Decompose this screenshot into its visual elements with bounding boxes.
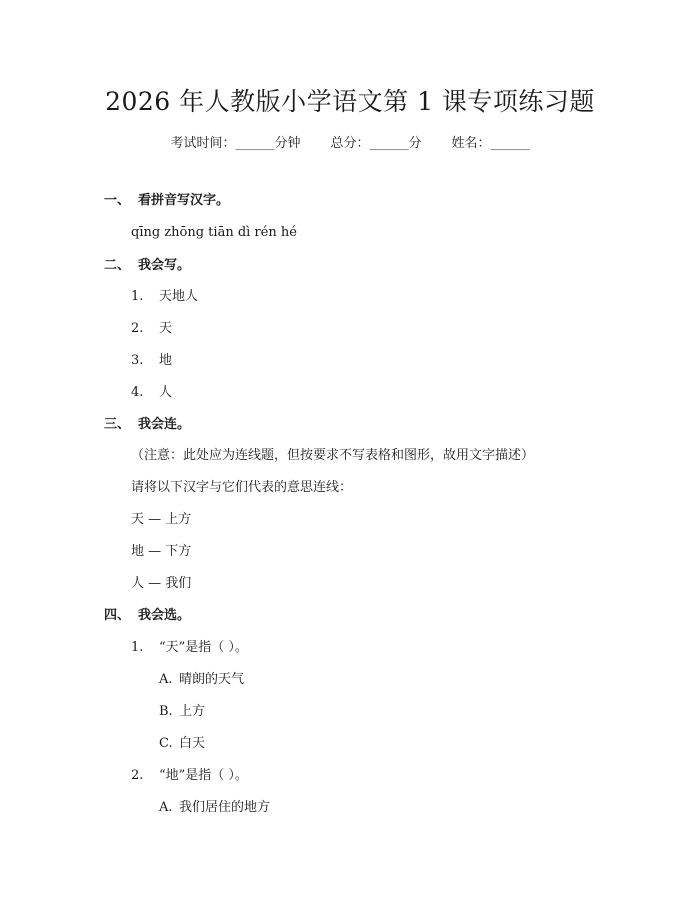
student-name-field: 姓名：______ [451,136,530,151]
option-text: 上方 [179,704,206,719]
answer-option [159,704,205,720]
question-text: “天”是指（ ）。 [159,640,248,655]
page-title: 2026 年人教版小学语文第 1 课专项练习题 [105,87,595,116]
item-text: 地 [159,353,173,368]
item-text: 天地人 [159,289,199,304]
exam-info-line [0,132,700,151]
note-text: （注意：此处应为连线题，但按要求不写表格和图形，故用文字描述） [131,448,535,463]
item-text: 天 [159,321,173,336]
pinyin-line: qīng zhōng tiān dì rén hé [131,225,297,240]
question-number: 2. [131,768,144,783]
section-number: 一、 [104,193,131,208]
question-text: “地”是指（ ）。 [159,768,248,783]
question [131,768,248,784]
option-letter: A. [159,672,173,687]
option-text: 晴朗的天气 [179,672,245,687]
match-pair: 人 — 我们 [131,576,192,591]
answer-option [159,800,270,816]
item-number: 4. [131,385,144,400]
section-number: 二、 [104,258,131,273]
section-heading-1 [104,193,229,209]
exam-time-field: 考试时间：______分钟 [170,136,301,151]
list-item [131,353,172,369]
list-item [131,289,198,305]
list-item [131,321,172,337]
option-letter: C. [159,736,173,751]
question-number: 1. [131,640,144,655]
section-heading-2 [104,258,190,274]
total-score-field: 总分：______分 [330,136,422,151]
section-title: 我会写。 [138,258,191,273]
option-letter: B. [159,704,173,719]
answer-option [159,672,244,688]
section-heading-3 [104,417,190,433]
item-text: 人 [159,385,173,400]
section-heading-4 [104,608,190,624]
item-number: 2. [131,321,144,336]
section-title: 我会选。 [138,608,191,623]
question [131,640,248,656]
option-text: 白天 [179,736,206,751]
section-number: 三、 [104,417,131,432]
section-title: 我会连。 [138,417,191,432]
option-text: 我们居住的地方 [179,800,271,815]
item-number: 3. [131,353,144,368]
section-title: 看拼音写汉字。 [138,193,230,208]
list-item [131,385,172,401]
instruction-text: 请将以下汉字与它们代表的意思连线： [131,480,353,495]
section-number: 四、 [104,608,131,623]
match-pair: 地 — 下方 [131,544,192,559]
answer-option [159,736,205,752]
match-pair: 天 — 上方 [131,512,192,527]
option-letter: A. [159,800,173,815]
item-number: 1. [131,289,144,304]
